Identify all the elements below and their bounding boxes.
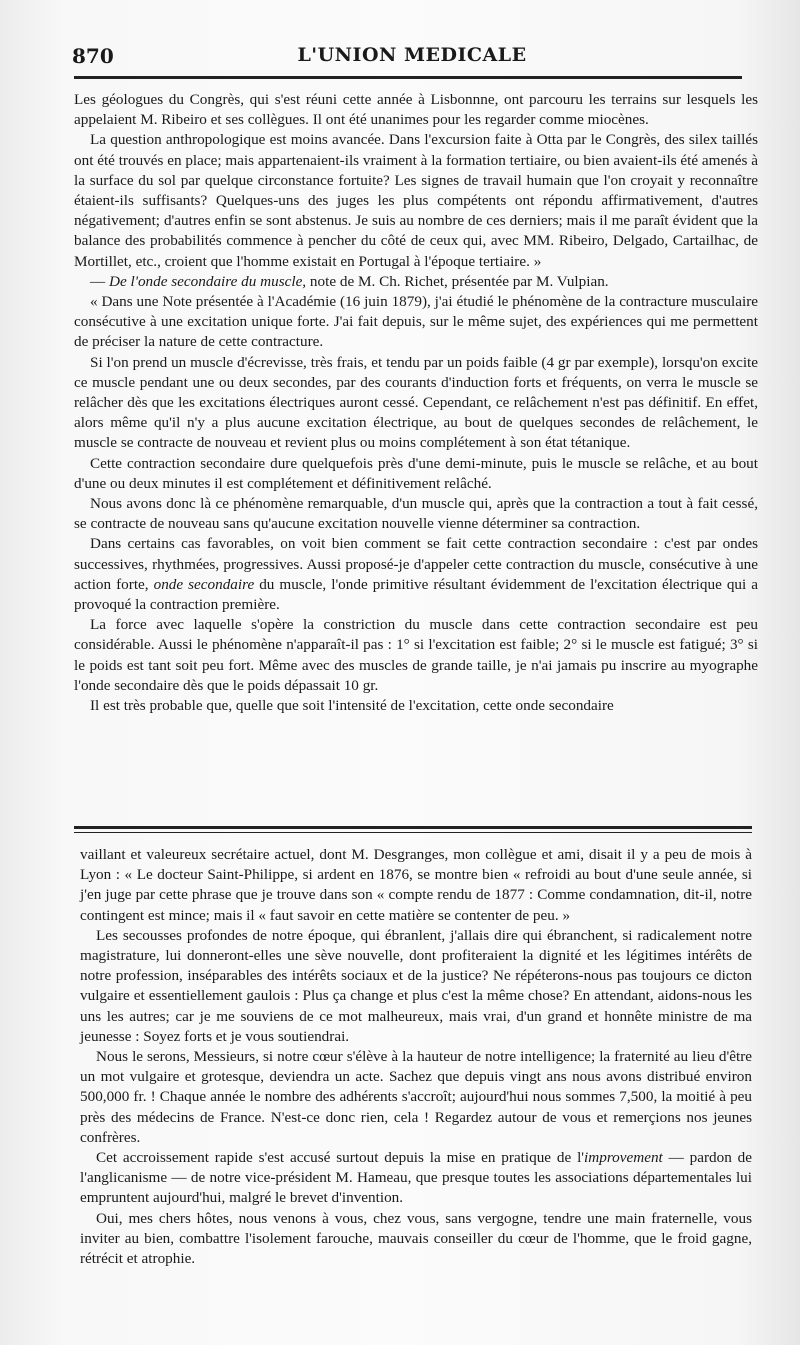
paragraph: Nous avons donc là ce phénomène remarquable, d'un muscle qui, après que la contraction a tout à fait cessé, se contracte de nouveau sans qu'aucune excitation nouvelle vienne déterminer sa contraction. <box>74 495 758 533</box>
text-run: Cet accroissement rapide s'est accusé surtout depuis la mise en pratique de l' <box>96 1149 585 1167</box>
paragraph: Oui, mes chers hôtes, nous venons à vous, chez vous, sans vergogne, tendre une main fraternelle, vous inviter au bien, combattre l'isolement farouche, mauvais conseiller du cœur de l'homme, que le froid gagne, rétrécit et atrophie. <box>80 1209 752 1268</box>
text-run: — pardon de l'anglicanisme — de notre vice-président M. Hameau, que presque toutes les associations départementales lui empruntent aujourd'hui, malgré le brevet d'invention. <box>80 1149 752 1207</box>
text-run: du muscle, l'onde primitive résultant évidemment de l'excitation électrique qui a provoqué la contraction première. <box>74 575 758 614</box>
paragraph <box>74 534 758 615</box>
page-number: 870 <box>72 44 114 68</box>
note-heading <box>74 272 758 292</box>
upper-article <box>74 90 758 716</box>
paragraph: Les géologues du Congrès, qui s'est réuni cette année à Lisbonnne, ont parcouru les terrains sur lesquels les appelaient M. Ribeiro et ses collègues. Il ont été unanimes pour les regarder comme miocènes. <box>74 91 758 129</box>
italic-term: onde secondaire <box>153 575 255 593</box>
journal-title: L'UNION MEDICALE <box>297 44 527 66</box>
header-rule <box>74 76 742 79</box>
paragraph: Les secousses profondes de notre époque, qui ébranlent, j'allais dire qui ébranchent, si radicalement notre magistrature, lui donneront-elles une sève nouvelle, dont profiteraient la dignité et les légitimes intérêts de notre profession, inséparables des intérêts sociaux et de la justice? Ne répéterons-nous pas toujours ce dicton vulgaire et essentiellement gaulois : Plus ça change et plus c'est la même chose? En attendant, aidons-nous les uns les autres; car je me souviens de ce mot malheureux, mais vrai, d'un grand et honnête ministre de ma jeunesse : Soyez forts et je vous soutiendrai. <box>80 926 752 1045</box>
note-author: note de M. Ch. Richet, présentée par M. Vulpian. <box>306 272 609 290</box>
dash: — <box>90 272 109 290</box>
paragraph: Cette contraction secondaire dure quelquefois près d'une demi-minute, puis le muscle se relâche, et au bout d'une ou deux minutes il est complétement et définitivement relâché. <box>74 454 758 492</box>
section-divider <box>74 826 752 833</box>
italic-term: improvement <box>584 1149 663 1167</box>
paragraph: Si l'on prend un muscle d'écrevisse, très frais, et tendu par un poids faible (4 gr par exemple), lorsqu'on excite ce muscle pendant une ou deux secondes, par des courants d'induction forts et fréquents, on verra le muscle se relâcher dès que les excitations électriques auront cessé. Cependant, ce relâchement n'est pas définitif. En effet, alors même qu'il n'y a plus aucune excitation électrique, au bout de quelques secondes de relâchement, le muscle se contracte de nouveau et revient plus ou moins complétement à son état tétanique. <box>74 353 758 452</box>
page-header <box>72 44 752 68</box>
note-title: De l'onde secondaire du muscle, <box>108 272 307 290</box>
paragraph: « Dans une Note présentée à l'Académie (16 juin 1879), j'ai étudié le phénomène de la contracture musculaire consécutive à une excitation unique forte. J'ai fait depuis, sur le même sujet, des expériences qui me permettent de préciser la nature de cette contracture. <box>74 293 758 351</box>
paragraph: vaillant et valeureux secrétaire actuel, dont M. Desgranges, mon collègue et ami, disait il y a peu de mois à Lyon : « Le docteur Saint-Philippe, si ardent en 1876, se montre bien « refroidi au bout d'une seule année, si j'en juge par cette phrase que je trouve dans son « compte rendu de 1877 : Comme condamnation, dit-il, notre contingent est mince; mais il « faut savoir en cette matière se contenter de peu. » <box>80 846 752 924</box>
paragraph: Nous le serons, Messieurs, si notre cœur s'élève à la hauteur de notre intelligence; la fraternité au lieu d'être un mot vulgaire et grotesque, deviendra un acte. Sachez que depuis vingt ans nous avons distribué environ 500,000 fr. ! Chaque année le nombre des adhérents s'accroît; aujourd'hui nous sommes 7,500, la moitié à peu près des médecins de France. N'est-ce donc rien, cela ! Regardez autour de vous et remerçions nos jeunes confrères. <box>80 1048 752 1146</box>
paragraph: La force avec laquelle s'opère la constriction du muscle dans cette contraction secondaire est peu considérable. Aussi le phénomène n'apparaît-il pas : 1° si l'excitation est faible; 2° si le muscle est fatigué; 3° si le poids est tant soit peu fort. Même avec des muscles de grande taille, je n'ai jamais pu inscrire au myographe l'onde secondaire dès que le poids dépassait 10 gr. <box>74 616 758 694</box>
paragraph: Il est très probable que, quelle que soit l'intensité de l'excitation, cette onde secondaire <box>90 697 614 715</box>
paragraph <box>80 1148 752 1209</box>
text-run: Dans certains cas favorables, on voit bien comment se fait cette contraction secondaire : c'est par ondes successives, rhythmées, progressives. Aussi proposé-je d'appeler cette contraction du muscle, consécutive à une action forte, <box>74 535 758 593</box>
paragraph: La question anthropologique est moins avancée. Dans l'excursion faite à Otta par le Congrès, des silex taillés ont été trouvés en place; mais appartenaient-ils vraiment à la formation tertiaire, ou bien avaient-ils été amenés à la surface du sol par quelque circonstance fortuite? Les signes de travail humain que l'on croyait y reconnaître étaient-ils suffisants? Quelques-uns des juges les plus compétents ont répondu affirmativement, d'autres négativement; d'autres enfin se sont abstenus. Je suis au nombre de ces derniers; mais il me paraît évident que la balance des probabilités commence à pencher du côté de ceux qui, avec MM. Ribeiro, Delgado, Cartailhac, de Mortillet, etc., croient que l'homme existait en Portugal à l'époque tertiaire. » <box>74 131 759 270</box>
lower-feuilleton <box>80 845 752 1269</box>
